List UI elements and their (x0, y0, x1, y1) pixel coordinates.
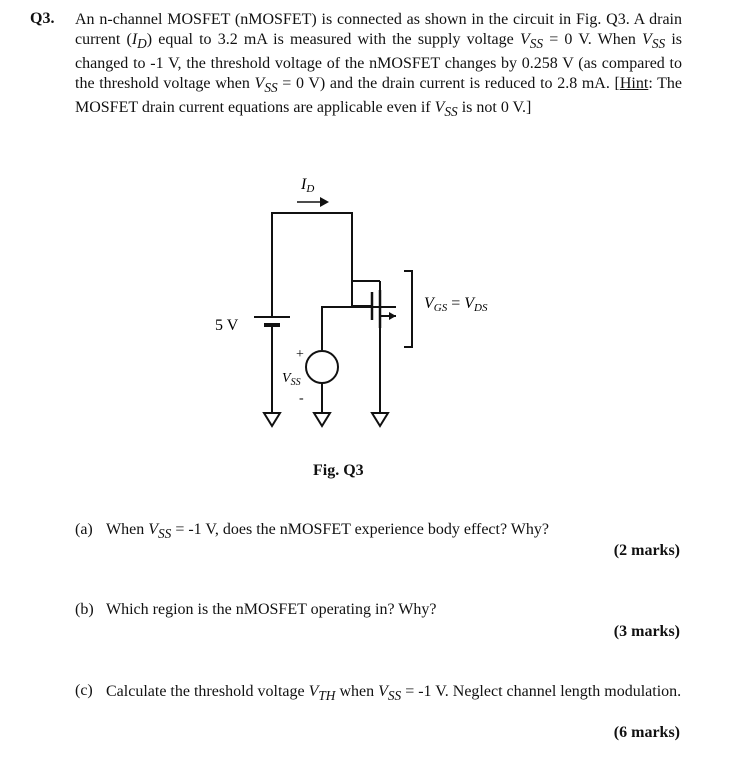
figure-caption: Fig. Q3 (313, 462, 364, 479)
vss-source-circle (306, 351, 338, 383)
circuit-diagram (0, 165, 737, 455)
vss-plus-label: + (296, 347, 304, 362)
id-arrow-head (320, 197, 329, 207)
ground-2 (314, 413, 330, 426)
vgs-bracket (404, 271, 412, 347)
part-a: (a) When $V_{SS} = -1$ V, does the nMOSFET experience body effect? Why? (75, 521, 549, 542)
part-c-label: (c) (75, 682, 93, 699)
part-c-marks: (6 marks) (613, 724, 680, 741)
vss-minus-label: - (299, 391, 304, 406)
supply-label: 5 V (215, 317, 239, 334)
top-wire (272, 213, 352, 271)
part-b-marks: (3 marks) (613, 623, 680, 640)
id-label: ID (301, 176, 315, 195)
vss-label: $V_{SS}$ (282, 371, 301, 388)
hint-label: Hint (619, 75, 649, 93)
question-number: Q3. (30, 10, 55, 27)
part-a-marks: (2 marks) (613, 542, 680, 559)
mosfet-arrow (389, 312, 396, 320)
ground-1 (264, 413, 280, 426)
question-text: An n-channel MOSFET (nMOSFET) is connected as shown in the circuit in Fig. Q3. A drain current $(I_D)$ equal to 3.2 mA is measured with the supply voltage $V_{SS} = 0$ V. When $V_{SS}$ is changed to -1 V, the threshold voltage of the nMOSFET changes by 0.258 V (as compared to the threshold voltage when $V_{SS} = 0$ V) and the drain current is reduced to 2.8 mA. [Hint: The MOSFET drain current equations are applicable even if $V_{SS}$ is not 0 V.] (75, 11, 683, 120)
part-c: Calculate the threshold voltage $V_{TH}$ when $V_{SS} = -1$ V. Neglect channel length modulation. (106, 683, 682, 704)
part-b: (b) Which region is the nMOSFET operating in? Why? (75, 601, 437, 618)
vgs-vds-label: VGS = VDS (424, 295, 488, 314)
ground-3 (372, 413, 388, 426)
